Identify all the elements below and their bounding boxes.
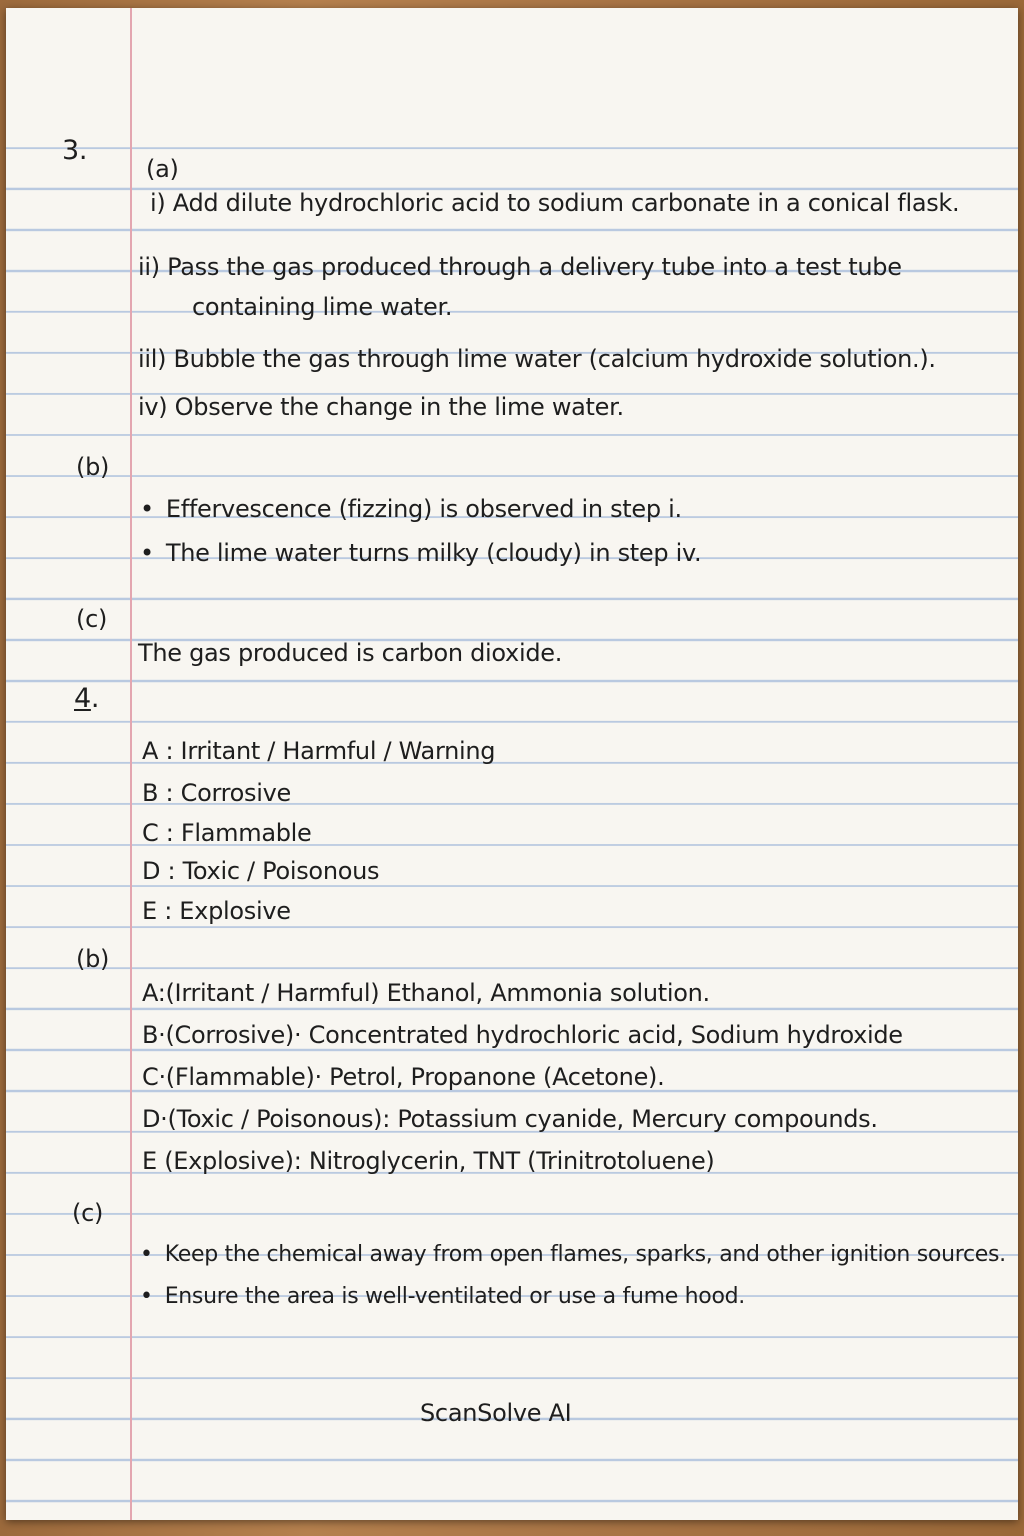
question-number-4-digit: 4 (74, 683, 91, 714)
part-label-c: (c) (72, 1199, 104, 1227)
hazard-symbol-item: B : Corrosive (142, 779, 291, 807)
conclusion-text: The gas produced is carbon dioxide. (138, 639, 563, 667)
example-item: C·(Flammable)· Petrol, Propanone (Acetone). (142, 1063, 665, 1091)
example-item: D·(Toxic / Poisonous): Potassium cyanide, Mercury compounds. (142, 1105, 878, 1133)
step-line: iv) Observe the change in the lime water. (138, 393, 624, 421)
hazard-symbol-item: D : Toxic / Poisonous (142, 857, 380, 885)
precaution-item: • Ensure the area is well-ventilated or use a fume hood. (140, 1282, 745, 1312)
page-header-space (6, 8, 1018, 128)
step-line-continuation: containing lime water. (192, 293, 453, 321)
hazard-symbol-item: C : Flammable (142, 819, 312, 847)
footer-brand: ScanSolve AI (420, 1399, 572, 1427)
part-label-b: (b) (76, 453, 110, 481)
step-line: ii) Pass the gas produced through a delivery tube into a test tube (138, 253, 902, 281)
margin-line (130, 8, 132, 1520)
part-label-b: (b) (76, 945, 110, 973)
observation-item: • The lime water turns milky (cloudy) in step iv. (140, 538, 701, 568)
example-item: E (Explosive): Nitroglycerin, TNT (Trinitrotoluene) (142, 1147, 715, 1175)
hazard-symbol-item: E : Explosive (142, 897, 291, 925)
example-item: B·(Corrosive)· Concentrated hydrochloric acid, Sodium hydroxide (142, 1021, 903, 1049)
hazard-symbol-item: A : Irritant / Harmful / Warning (142, 737, 496, 765)
precaution-item: • Keep the chemical away from open flames, sparks, and other ignition sources. (140, 1240, 1006, 1270)
part-label-a: (a) (146, 155, 179, 183)
step-line: i) Add dilute hydrochloric acid to sodium carbonate in a conical flask. (150, 189, 960, 217)
question-number-3: 3. (62, 135, 88, 166)
step-line: iil) Bubble the gas through lime water (calcium hydroxide solution.). (138, 345, 936, 373)
observation-item: • Effervescence (fizzing) is observed in step i. (140, 494, 682, 524)
example-item: A:(Irritant / Harmful) Ethanol, Ammonia solution. (142, 979, 710, 1007)
notebook-page (6, 8, 1018, 1520)
question-number-4 (74, 684, 99, 714)
question-number-4-dot: . (90, 683, 100, 714)
part-label-c: (c) (76, 605, 108, 633)
